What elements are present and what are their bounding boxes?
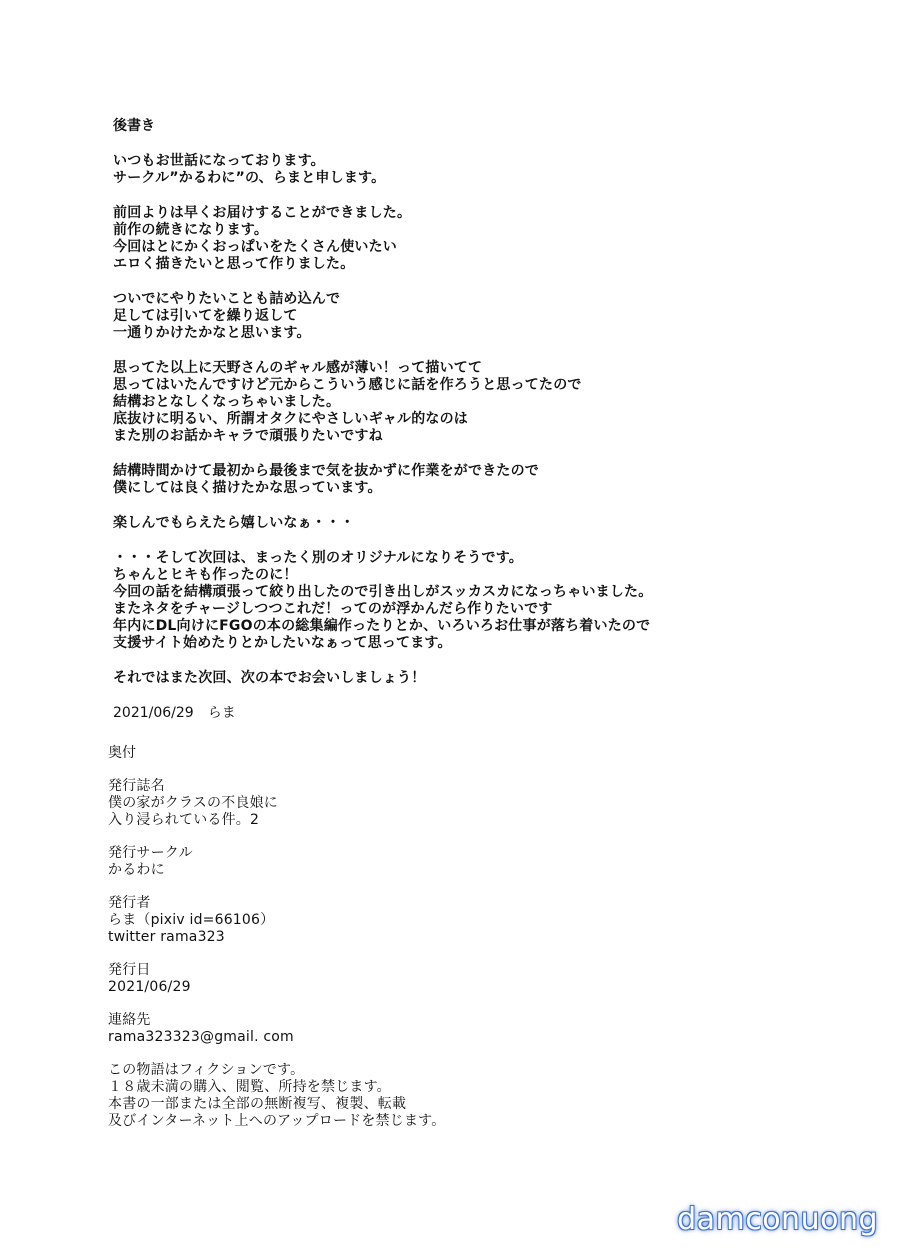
colophon-value: かるわに <box>108 862 165 878</box>
colophon-value: rama323323@gmail. com <box>108 1029 294 1045</box>
colophon-value: らま（pixiv id=66106） <box>108 912 275 928</box>
colophon-label: 発行誌名 <box>108 778 165 794</box>
text-line: ・・・そして次回は、まったく別のオリジナルになりそうです。 <box>113 550 523 566</box>
text-line: エロく描きたいと思って作りました。 <box>113 256 355 272</box>
colophon-entry-contact <box>108 1012 708 1046</box>
text-line: 支援サイト始めたりとかしたいなぁって思ってます。 <box>113 635 452 651</box>
text-line: サークル”かるわに”の、らまと申します。 <box>113 170 386 186</box>
colophon-label: 発行サークル <box>108 845 193 861</box>
afterword-paragraph <box>113 515 833 532</box>
text-line: 思ってはいたんですけど元からこういう感じに話を作ろうと思ってたので <box>113 377 582 393</box>
text-line: 今回の話を結構頑張って絞り出したので引き出しがスッカスカになっちゃいました。 <box>113 584 653 600</box>
text-line: ついでにやりたいことも詰め込んで <box>113 291 341 307</box>
afterword-paragraph <box>113 153 833 187</box>
colophon-notice <box>108 1062 708 1130</box>
notice-line: 本書の一部または全部の無断複写、複製、転載 <box>108 1096 407 1112</box>
text-line: ちゃんとヒキも作ったのに！ <box>113 567 298 583</box>
colophon-label: 発行日 <box>108 962 151 978</box>
notice-line: この物語はフィクションです。 <box>108 1062 305 1078</box>
colophon-value: 僕の家がクラスの不良娘に <box>108 795 278 811</box>
text-line: 僕にしては良く描けたかな思っています。 <box>113 480 382 496</box>
colophon-value: 2021/06/29 <box>108 979 191 995</box>
text-line: それではまた次回、次の本でお会いしましょう！ <box>113 670 426 686</box>
colophon-label: 発行者 <box>108 895 151 911</box>
afterword-paragraph <box>113 463 833 497</box>
colophon-entry-date <box>108 962 708 996</box>
text-line: 年内にDL向けにFGOの本の総集編作ったりとか、いろいろお仕事が落ち着いたので <box>113 618 651 634</box>
colophon-label: 連絡先 <box>108 1012 151 1028</box>
notice-line: 及びインターネット上へのアップロードを禁じます。 <box>108 1113 446 1129</box>
colophon-title: 奥付 <box>108 745 136 761</box>
watermark-text: damconuong <box>677 1202 878 1237</box>
afterword-paragraph <box>113 550 833 652</box>
text-line: いつもお世話になっております。 <box>113 153 325 169</box>
text-line: 足しては引いてを繰り返して <box>113 308 298 324</box>
text-line: 結構時間かけて最初から最後まで気を抜かずに作業をができたので <box>113 463 539 479</box>
afterword-paragraph <box>113 360 833 445</box>
afterword-title: 後書き <box>113 118 155 134</box>
afterword-signature: 2021/06/29 らま <box>113 705 236 721</box>
afterword-paragraph <box>113 291 833 342</box>
text-line: 前作の続きになります。 <box>113 222 269 238</box>
colophon-section <box>108 745 708 1146</box>
colophon-entry-circle <box>108 845 708 879</box>
text-line: 今回はとにかくおっぱいをたくさん使いたい <box>113 239 397 255</box>
afterword-paragraph <box>113 670 833 687</box>
notice-line: １８歳未満の購入、閲覧、所持を禁じます。 <box>108 1079 391 1095</box>
afterword-section <box>113 118 833 722</box>
text-line: 底抜けに明るい、所謂オタクにやさしいギャル的なのは <box>113 411 468 427</box>
text-line: 前回よりは早くお届けすることができました。 <box>113 205 412 221</box>
text-line: また別のお話かキャラで頑張りたいですね <box>113 428 383 444</box>
colophon-entry-publisher <box>108 895 708 946</box>
colophon-value: twitter rama323 <box>108 929 225 945</box>
text-line: 結構おとなしくなっちゃいました。 <box>113 394 341 410</box>
text-line: 思ってた以上に天野さんのギャル感が薄い！って描いてて <box>113 360 483 376</box>
text-line: またネタをチャージしつつこれだ！ってのが浮かんだら作りたいです <box>113 601 553 617</box>
afterword-paragraph <box>113 205 833 273</box>
text-line: 楽しんでもらえたら嬉しいなぁ・・・ <box>113 515 355 531</box>
text-line: 一通りかけたかなと思います。 <box>113 325 311 341</box>
colophon-value: 入り浸られている件。2 <box>108 812 260 828</box>
colophon-entry-title <box>108 778 708 829</box>
